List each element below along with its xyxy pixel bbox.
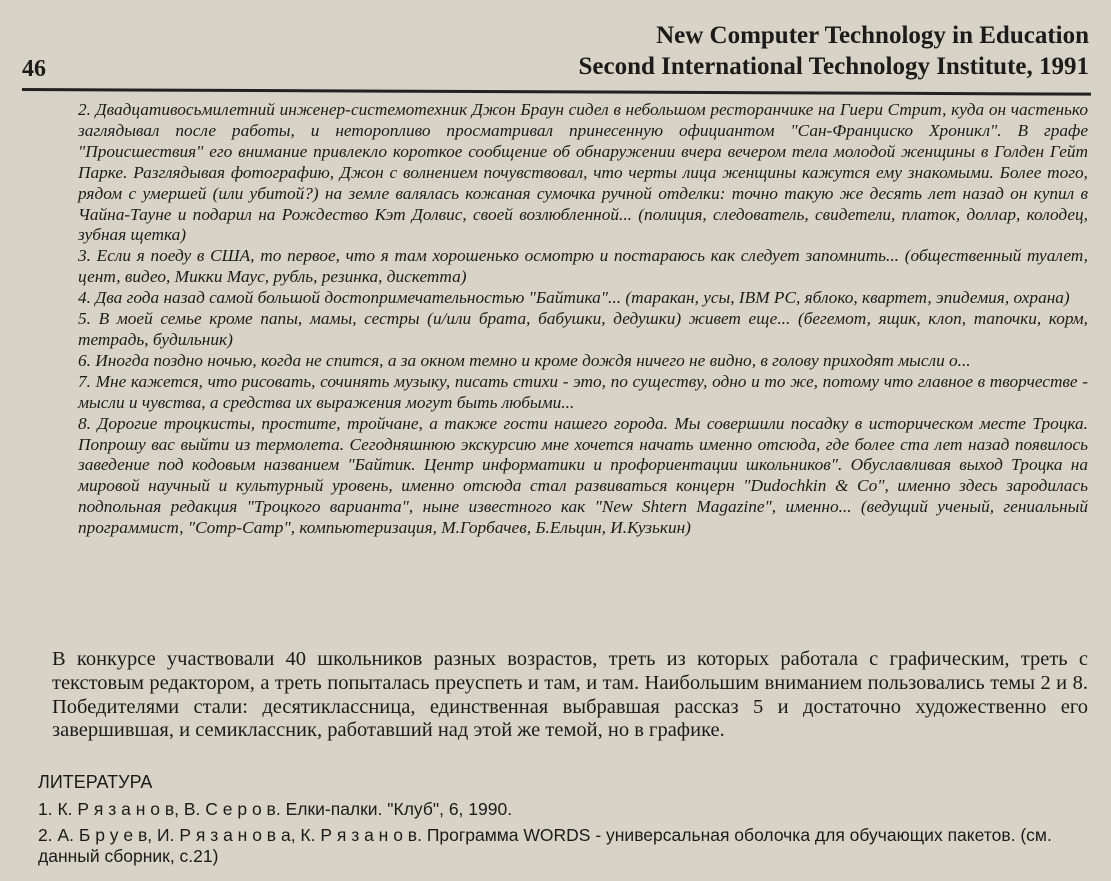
references-section	[38, 772, 1098, 872]
conference-title: Second International Technology Institute, 1991	[578, 53, 1089, 80]
running-header	[389, 20, 1089, 82]
topic-item-3: 3. Если я поеду в США, то первое, что я там хорошенько осмотрю и постараюсь как следует запомнить... (общественный туалет, цент, видео, Микки Маус, рубль, резинка, дискетта)	[78, 246, 1088, 287]
topic-item-2: 2. Двадцативосьмилетний инженер-системотехник Джон Браун сидел в небольшом ресторанчике на Гиери Стрит, куда он частенько заглядывал после работы, и неторопливо просматривал принесенную официантом "Сан-Франциско Хроникл". В графе "Происшествия" его внимание привлекло короткое сообщение об обнаружении вчера вечером тела молодой женщины в Голден Гейт Парке. Разглядывая фотографию, Джон с волнением почувствовал, что черты лица женщины кажутся ему знакомыми. Более того, рядом с умершей (или убитой?) на земле валялась кожаная сумочка ручной отделки: точно такую же десять лет назад он купил в Чайна-Тауне и подарил на Рождество Кэт Долвис, своей возлюбленной... (полиция, следователь, свидетели, платок, доллар, колодец, зубная щетка)	[78, 100, 1088, 245]
references-title: ЛИТЕРАТУРА	[38, 772, 153, 792]
body-paragraph: В конкурсе участвовали 40 школьников разных возрастов, треть из которых работала с графическим, треть с текстовым редактором, а треть попыталась преуспеть и там, и там. Наибольшим вниманием пользовались темы 2 и 8. Победителями стали: десятиклассница, единственная выбравшая рассказ 5 и достаточно художественно его завершившая, и семиклассник, работавший над этой же темой, но в графике.	[52, 648, 1088, 742]
topic-item-6: 6. Иногда поздно ночью, когда не спится, а за окном темно и кроме дождя ничего не видно, в голову приходят мысли о...	[78, 350, 971, 370]
topic-item-4: 4. Два года назад самой большой достопримечательностью "Байтика"... (таракан, усы, IBM PC, яблоко, квартет, эпидемия, охрана)	[78, 288, 1070, 308]
reference-item-1: 1. К. Р я з а н о в, В. С е р о в. Елки-палки. "Клуб", 6, 1990.	[38, 799, 513, 819]
header-rule	[22, 88, 1091, 96]
topic-item-5: 5. В моей семье кроме папы, мамы, сестры (и/или брата, бабушки, дедушки) живет еще... (бегемот, ящик, клоп, тапочки, корм, тетрадь, будильник)	[78, 309, 1088, 349]
reference-item-2: 2. А. Б р у е в, И. Р я з а н о в а, К. Р я з а н о в. Программа WORDS - универсальная оболочка для обучающих пакетов. (см. данный сборник, с.21)	[38, 825, 1052, 866]
page-number: 46	[22, 56, 46, 82]
journal-title: New Computer Technology in Education	[656, 22, 1089, 49]
topic-item-7: 7. Мне кажется, что рисовать, сочинять музыку, писать стихи - это, по существу, одно и то же, потому что главное в творчестве - мысли и чувства, а средства их выражения могут быть любыми...	[78, 371, 1088, 412]
topic-item-8: 8. Дорогие троцкисты, простите, тройчане, а также гости нашего города. Мы совершили посадку в историческом месте Троцка. Попрошу вас выйти из термолета. Сегодняшнюю экскурсию мне хочется начать именно отсюда, где более ста лет назад появилось заведение под кодовым названием "Байтик. Центр информатики и профориентации школьников". Обуславливая выход Троцка на мировой научный и культурный уровень, именно отсюда стал развиваться концерн "Dudochkin & Co", именно здесь зародилась подпольная редакция "Троцкого варианта", ныне известного как "New Shtern Magazine", именно... (ведущий ученый, гениальный программист, "Comp-Camp", компьютеризация, М.Горбачев, Б.Ельцин, И.Кузькин)	[78, 413, 1088, 538]
topic-list	[78, 100, 1088, 539]
